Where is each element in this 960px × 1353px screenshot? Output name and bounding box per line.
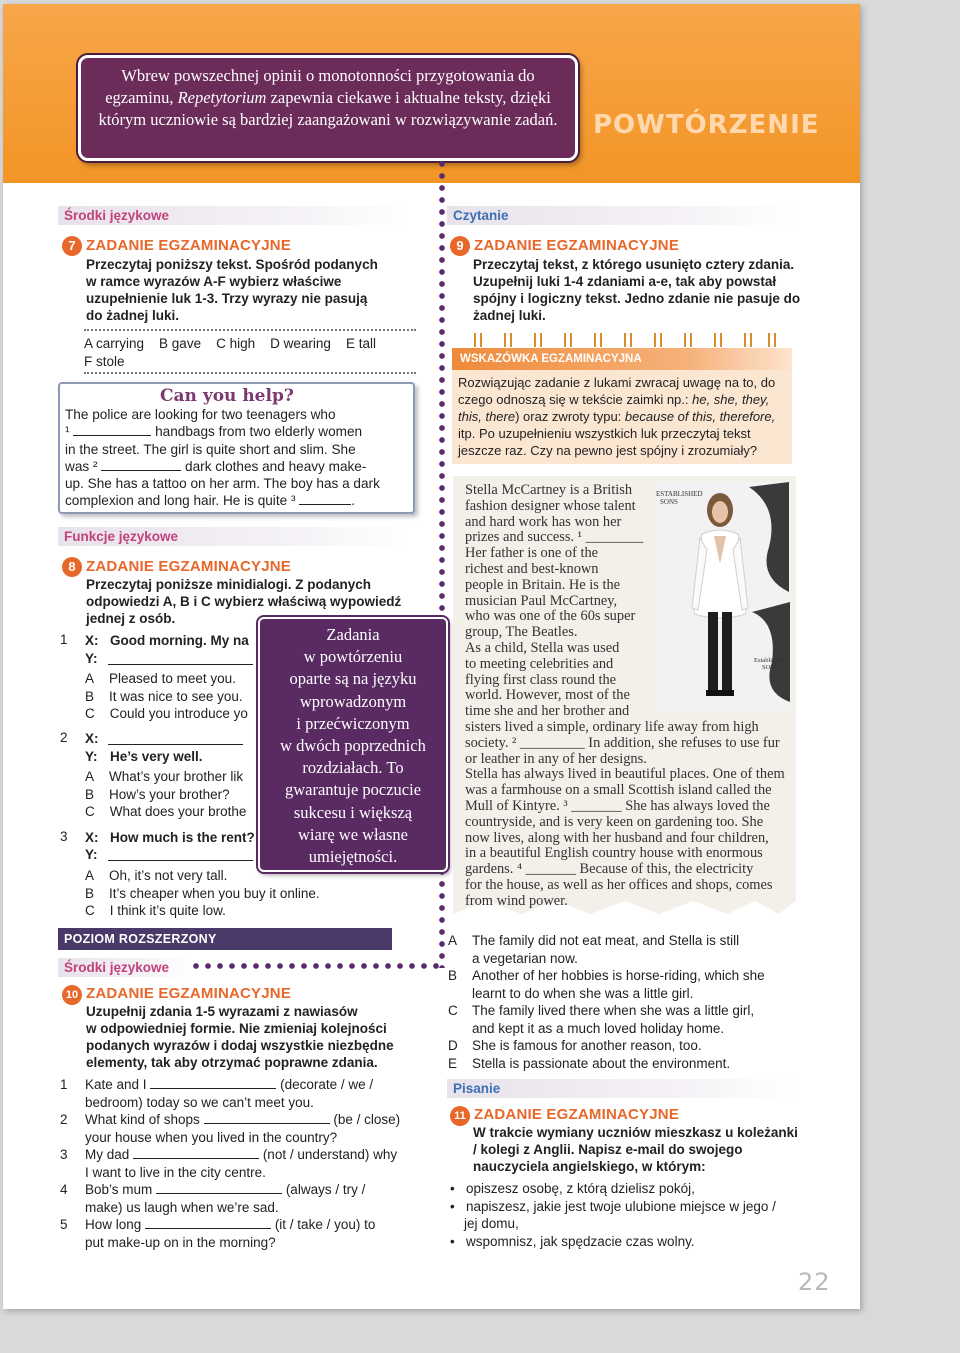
article-line: and hard work has won her <box>465 513 622 530</box>
option-item <box>448 1055 808 1073</box>
sentence-list <box>60 1076 430 1251</box>
x-label: X: <box>85 633 99 648</box>
task-number-7: 7 <box>62 236 82 256</box>
instruction-line: Przeczytaj poniższy tekst. Spośród podanych <box>86 257 378 272</box>
answer-line[interactable] <box>108 652 253 665</box>
option-text: How’s your brother? <box>109 786 230 802</box>
task-instructions-7 <box>86 256 416 324</box>
word-options <box>84 335 414 370</box>
article-line: who was one of the 60s super <box>465 608 636 625</box>
sentence-item <box>60 1146 430 1164</box>
article-line: As a child, Stella was used <box>465 639 620 656</box>
option-text: She is famous for another reason, too. <box>472 1038 702 1053</box>
article-line: Stella McCartney is a British <box>465 482 633 498</box>
top-callout <box>78 55 578 161</box>
gap[interactable] <box>204 1111 330 1124</box>
article-line: Her father is one of the <box>465 545 599 562</box>
article-line: prizes and success. ¹ ________ <box>465 529 644 546</box>
article-line: fashion designer whose talent <box>465 497 636 514</box>
bullet-icon: • <box>450 1181 466 1196</box>
article-line: Stella has always lived in beautiful places. One of them <box>465 766 785 783</box>
text: complexion and long hair. He is quite ³ <box>65 493 296 509</box>
option-text: It’s cheaper when you buy it online. <box>109 885 320 901</box>
sentence-item <box>60 1181 430 1199</box>
option-item <box>448 1037 808 1055</box>
option-row <box>85 768 257 786</box>
sentence-cont: make) us laugh when we’re sad. <box>85 1199 279 1215</box>
item-number: 3 <box>60 829 68 844</box>
text: Rozwiązując zadanie z lukami zwracaj uwagę na to, do <box>458 375 776 390</box>
answer-options <box>85 670 257 723</box>
dotted-divider <box>438 158 446 630</box>
dotted-connector <box>190 962 442 970</box>
instruction-line: nauczyciela angielskiego, w którym: <box>473 1159 706 1174</box>
bullet-item <box>450 1180 810 1198</box>
task-title-10: ZADANIE EGZAMINACYJNE <box>86 985 292 1002</box>
option-text: Oh, it’s not very tall. <box>109 868 228 883</box>
tip-line <box>458 442 786 459</box>
tip-body <box>452 370 792 464</box>
callout-line: oparte są na języku <box>289 669 417 689</box>
section-label-srodki-2: Środki językowe <box>58 958 188 977</box>
speaker-y: Y: <box>85 847 98 862</box>
tip-header: WSKAZÓWKA EGZAMINACYJNA <box>452 348 792 370</box>
photo-logo-text: Established <box>754 657 784 664</box>
article-line: flying first class round the <box>465 671 617 688</box>
task-number-8: 8 <box>62 557 82 577</box>
section-label-srodki: Środki językowe <box>58 206 408 225</box>
instruction-line: W trakcie wymiany uczniów mieszkasz u koleżanki <box>473 1125 798 1140</box>
photo-logo-text: SONS <box>660 498 678 506</box>
notice-line <box>65 423 410 440</box>
sentence-item <box>60 1111 430 1129</box>
instruction-line: spójny i logiczny tekst. Jedno zdanie nie pasuje do <box>473 291 801 306</box>
option-text: Could you introduce yo <box>109 706 248 721</box>
article-line: world. However, most of the <box>465 687 630 704</box>
option-item <box>448 967 808 985</box>
section-badge: POWTÓRZENIE <box>593 110 820 140</box>
callout-line: umiejętności. <box>308 847 398 867</box>
text: in the street. The girl is quite short and slim. She <box>65 441 356 457</box>
option-row <box>85 705 257 723</box>
text: dark clothes and heavy make- <box>181 458 367 474</box>
callout-line: i przećwiczonym <box>296 713 410 733</box>
text-italic: he, she, they, <box>692 392 770 407</box>
hint: (always / try / <box>285 1182 366 1197</box>
gap-2[interactable] <box>101 458 181 471</box>
item-number: 2 <box>60 1112 68 1127</box>
option-letter: C <box>85 706 95 721</box>
article-line: richest and best-known <box>465 560 599 577</box>
option-text: Another of her hobbies is horse-riding, which she <box>472 968 765 983</box>
task-number-9: 9 <box>450 236 470 256</box>
instruction-line: do żadnej luki. <box>86 308 180 323</box>
callout-line: Zadania <box>326 625 380 644</box>
speaker-x: X: <box>85 731 99 746</box>
task-number-11: 11 <box>450 1106 470 1126</box>
bullet-text-cont: jej domu, <box>464 1216 519 1231</box>
text: jeszcze raz. Czy na pewno jest spójny i zrozumiały? <box>458 443 758 458</box>
option-text: What’s your brother lik <box>109 769 244 784</box>
photo-logo-text: ESTABLISHED <box>656 490 703 498</box>
option-text: The family did not eat meat, and Stella is still <box>472 933 740 948</box>
celebrity-photo <box>654 482 791 712</box>
option-row <box>85 803 257 821</box>
option-letter: A <box>85 769 95 784</box>
tip-line <box>458 391 786 408</box>
item-number: 3 <box>60 1147 68 1162</box>
instruction-line: elementy, tak aby otrzymać poprawne zdania. <box>86 1055 378 1070</box>
item-number: 5 <box>60 1217 68 1232</box>
callout-text-1: Wbrew powszechnej opinii o monotonności przygotowania do egzaminu, <box>105 66 535 107</box>
option-item <box>448 1002 808 1020</box>
option-letter: E <box>448 1055 458 1071</box>
article-line: musician Paul McCartney, <box>465 592 618 609</box>
article-line: sisters lived a simple, ordinary life away from high <box>465 719 759 735</box>
notice-line <box>65 458 410 475</box>
notice-line <box>65 492 410 509</box>
text: . <box>351 493 356 509</box>
gap-1[interactable] <box>73 423 151 436</box>
option-e: E tall <box>345 336 376 351</box>
notice-title: Can you help? <box>160 386 294 406</box>
bullet-list <box>450 1180 810 1250</box>
sentence-cont: I want to live in the city centre. <box>85 1164 266 1180</box>
option-letter: B <box>448 968 458 983</box>
article-line: people in Britain. He is the <box>465 576 621 593</box>
option-letter: B <box>85 688 95 704</box>
article-line: was a farmhouse on a small Scottish island called the <box>465 782 772 799</box>
instruction-line: jednej z osób. <box>86 611 176 626</box>
text: was ² <box>65 458 98 474</box>
text: handbags from two elderly women <box>151 424 363 440</box>
option-b: B gave <box>159 336 202 351</box>
sentence-item <box>60 1216 430 1234</box>
option-letter: B <box>85 885 95 901</box>
bullet-text: wspomnisz, jak spędzacie czas wolny. <box>465 1233 695 1249</box>
option-text-cont: and kept it as a much loved holiday home. <box>472 1020 725 1036</box>
item-number: 4 <box>60 1182 68 1197</box>
section-label-pisanie: Pisanie <box>447 1079 797 1098</box>
bullet-item <box>450 1233 810 1251</box>
task-instructions-11 <box>473 1124 813 1175</box>
speaker-y: Y: <box>85 749 98 764</box>
hint: (it / take / you) to <box>274 1217 376 1232</box>
notice-line <box>65 475 410 492</box>
option-row <box>85 670 257 688</box>
sentence-start: Bob’s mum <box>85 1182 153 1197</box>
article-text <box>465 483 655 720</box>
callout-line: wiarę we własne <box>298 824 408 844</box>
option-text-cont: a vegetarian now. <box>472 950 578 966</box>
article-line: gardens. ⁴ _______ Because of this, the electricity <box>465 861 754 878</box>
callout-text-italic: Repetytorium <box>177 88 267 107</box>
bullet-icon: • <box>450 1198 466 1214</box>
answer-options <box>85 768 257 821</box>
option-f: F stole <box>84 353 125 369</box>
article-line: time she and her brother and <box>465 703 630 720</box>
text: itp. Po uzupełnieniu wszystkich luk przeczytaj tekst <box>458 426 751 441</box>
callout-line: rozdziałach. To <box>302 758 404 778</box>
item-number: 1 <box>60 632 68 647</box>
task-title-9: ZADANIE EGZAMINACYJNE <box>474 237 680 254</box>
gap[interactable] <box>156 1181 282 1194</box>
option-letter: A <box>85 671 95 686</box>
answer-options <box>85 867 395 920</box>
option-letter: C <box>85 804 95 819</box>
option-letter: A <box>85 868 95 883</box>
sentence-cont: put make-up on in the morning? <box>85 1234 276 1250</box>
task-instructions-10 <box>86 1003 421 1071</box>
answer-line[interactable] <box>108 732 243 745</box>
task-title-11: ZADANIE EGZAMINACYJNE <box>474 1106 680 1123</box>
dialogue-y-line: He’s very well. <box>110 749 203 764</box>
notice-line <box>65 406 410 423</box>
article-text-wide <box>465 720 795 910</box>
tip-line <box>458 408 786 425</box>
article-line: or leather in any of her designs. <box>465 750 647 767</box>
sentence-item <box>60 1076 430 1094</box>
callout-line: gwarantuje poczucie <box>284 780 422 800</box>
speaker-x <box>85 632 99 650</box>
option-text: I think it’s quite low. <box>109 903 226 918</box>
article-line: from wind power. <box>465 892 568 909</box>
option-text: What does your brothe <box>109 804 247 819</box>
option-a: A carrying <box>84 336 145 351</box>
hint: (decorate / we / <box>280 1077 374 1092</box>
instruction-line: uzupełnienie luk 1-3. Trzy wyrazy nie pasują <box>86 291 368 306</box>
photo-logo-text: SONS <box>762 664 779 671</box>
article-line: society. ² _________ In addition, she refuses to use fur <box>465 734 780 751</box>
answer-line[interactable] <box>108 848 253 861</box>
instruction-line: Uzupełnij zdania 1-5 wyrazami z nawiasów <box>86 1004 358 1019</box>
bullet-item <box>450 1198 810 1216</box>
option-text: Pleased to meet you. <box>109 671 236 686</box>
tip-line <box>458 374 786 391</box>
sentence-start: How long <box>85 1217 142 1232</box>
instruction-line: odpowiedzi A, B i C wybierz właściwą wypowiedź <box>86 594 402 609</box>
bullet-icon: • <box>450 1233 466 1249</box>
callout-line: sukcesu i większą <box>293 802 413 822</box>
speaker-x: X: <box>85 830 99 845</box>
task-title-8: ZADANIE EGZAMINACYJNE <box>86 558 292 575</box>
hint: (not / understand) why <box>262 1147 398 1162</box>
article-line: countryside, and is very keen on gardening too. She <box>465 813 764 830</box>
bullet-text: opiszesz osobę, z którą dzielisz pokój, <box>465 1181 695 1196</box>
instruction-line: Przeczytaj poniższe minidialogi. Z podanych <box>86 577 372 592</box>
callout-line: w dwóch poprzednich <box>280 736 426 756</box>
text-italic: because of this, therefore, <box>624 409 776 424</box>
option-row <box>85 786 257 804</box>
option-c: C high <box>216 336 256 351</box>
notice-text <box>65 406 410 510</box>
article-line: now lives, along with her husband and four children, <box>465 829 769 846</box>
gap-number: ¹ <box>65 424 70 440</box>
hint: (be / close) <box>333 1112 401 1127</box>
option-text: The family lived there when she was a little girl, <box>472 1003 755 1018</box>
instruction-line: podanych wyrazów i dodaj wszystkie niezbędne <box>86 1038 394 1053</box>
instruction-line: Uzupełnij luki 1-4 zdaniami a-e, tak aby powstał <box>473 274 777 289</box>
speaker-y: Y: <box>85 651 98 666</box>
options-bottom-rule <box>84 372 416 374</box>
instruction-line: / kolegi z Anglii. Napisz e-mail do swojego <box>473 1142 743 1157</box>
option-letter: B <box>85 786 95 802</box>
bullet-text: napiszesz, jakie jest twoje ulubione miejsce w jego / <box>465 1198 776 1214</box>
side-callout <box>258 617 448 872</box>
gap[interactable] <box>133 1146 259 1159</box>
sentence-cont: your house when you lived in the country? <box>85 1129 338 1145</box>
sentence-start: My dad <box>85 1147 130 1162</box>
item-number: 1 <box>60 1077 68 1092</box>
section-label-funkcje: Funkcje językowe <box>58 527 408 546</box>
sentence-start: Kate and I <box>85 1077 147 1092</box>
dialogue-x-line: Good morning. My na <box>110 633 249 648</box>
gap-3[interactable] <box>299 492 351 505</box>
sentence-cont: bedroom) today so we can’t meet you. <box>85 1094 314 1110</box>
option-item <box>448 932 808 950</box>
option-d: D wearing <box>270 336 331 351</box>
article-line: for the house, as well as her offices and shops, comes <box>465 876 773 893</box>
task-number-10: 10 <box>62 985 82 1005</box>
callout-text-2: zapewnia ciekawe i aktualne teksty, dzięki którym uczniowie są bardziej zaangażowani w rozwiązywanie zadań. <box>98 88 558 129</box>
option-row <box>85 902 395 920</box>
text: ) oraz zwroty typu: <box>515 409 625 424</box>
instruction-line: w odpowiedniej formie. Nie zmieniaj kolejności <box>86 1021 387 1036</box>
section-label-czytanie: Czytanie <box>447 206 797 225</box>
dotted-divider <box>438 866 446 968</box>
option-row <box>85 688 257 706</box>
dialogue-x-line: How much is the rent? <box>110 830 255 845</box>
article-line: in a beautiful English country house with enormous <box>465 845 763 862</box>
article-line: to meeting celebrities and <box>465 655 614 672</box>
task-title-7: ZADANIE EGZAMINACYJNE <box>86 237 292 254</box>
text: up. She has a tattoo on her arm. The boy has a dark <box>65 476 380 492</box>
gap[interactable] <box>150 1076 276 1089</box>
option-letter: C <box>448 1003 458 1018</box>
callout-line: wprowadzonym <box>299 691 407 711</box>
option-row <box>85 885 395 903</box>
task-instructions-9 <box>473 256 813 324</box>
level-banner: POZIOM ROZSZERZONY <box>58 928 392 950</box>
gap[interactable] <box>145 1216 271 1229</box>
option-letter: C <box>85 903 95 918</box>
instruction-line: w ramce wyrazów A-F wybierz właściwe <box>86 274 342 289</box>
option-text-cont: learnt to do when she was a little girl. <box>472 985 694 1001</box>
instruction-line: Przeczytaj tekst, z którego usunięto cztery zdania. <box>473 257 795 272</box>
option-text: Stella is passionate about the environment. <box>472 1055 731 1071</box>
option-letter: D <box>448 1038 458 1053</box>
text-italic: this, there <box>458 409 516 424</box>
callout-line: w powtórzeniu <box>303 647 403 667</box>
text: The police are looking for two teenagers who <box>65 407 336 422</box>
options-top-rule <box>84 329 416 331</box>
sentence-start: What kind of shops <box>85 1112 200 1127</box>
article-line: Mull of Kintyre. ³ _______ She has always loved the <box>465 797 770 814</box>
page-number: 22 <box>798 1268 831 1296</box>
article-line: group, The Beatles. <box>465 624 578 641</box>
item-number: 2 <box>60 730 68 745</box>
notice-line <box>65 441 410 458</box>
tip-line <box>458 425 786 442</box>
sentence-options <box>448 932 808 1072</box>
option-text: It was nice to see you. <box>109 688 243 704</box>
instruction-line: żadnej luki. <box>473 308 546 323</box>
option-letter: A <box>448 933 458 948</box>
text: czego odnoszą się w tekście zaimki np.: <box>458 392 693 407</box>
